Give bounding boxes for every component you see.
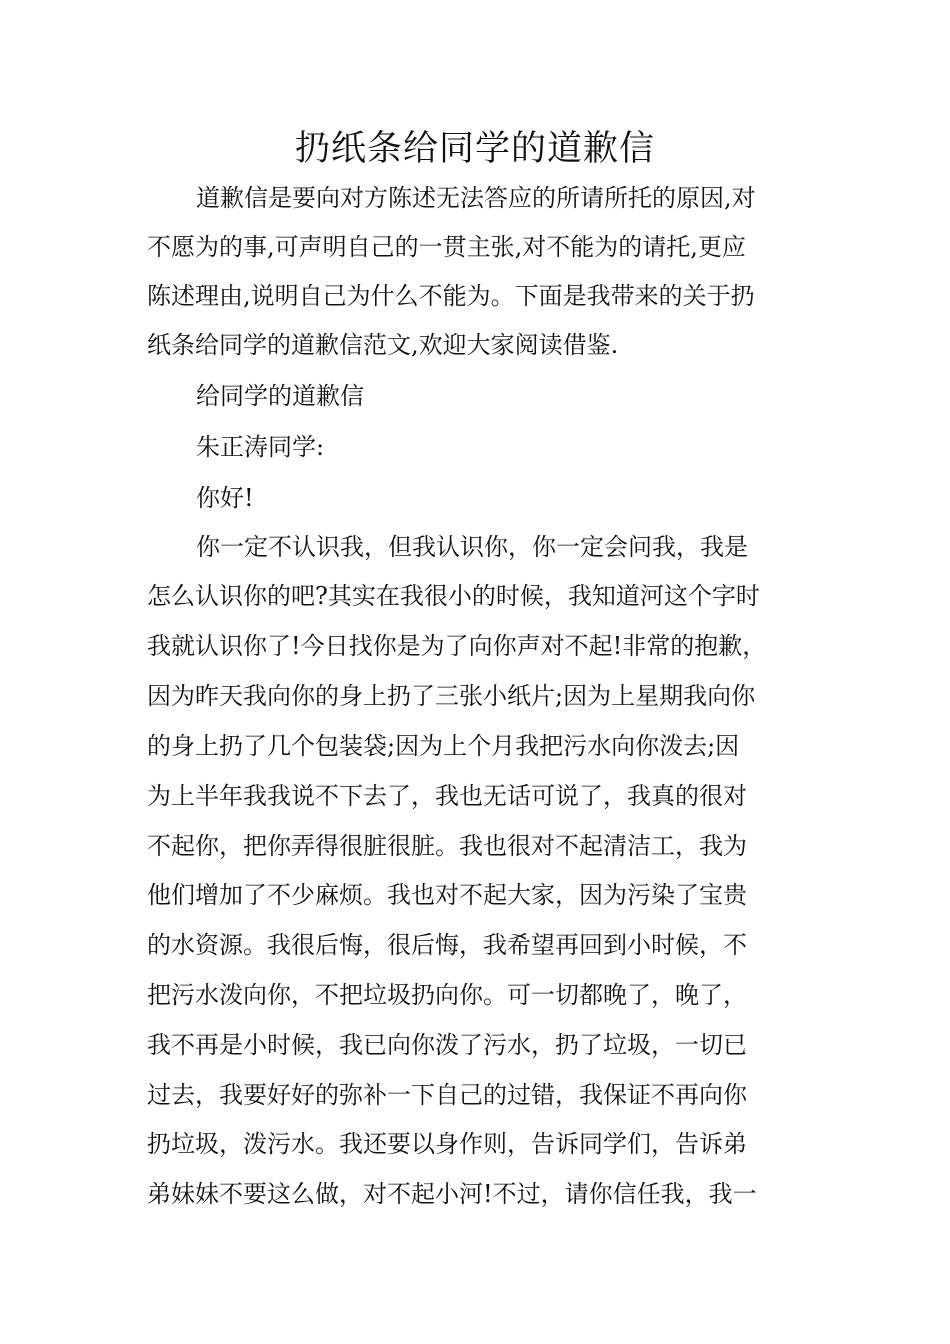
paragraph-line: 我就认识你了!今日找你是为了向你声对不起!非常的抱歉，	[147, 632, 767, 660]
paragraph-line: 我不再是小时候，我已向你泼了污水，扔了垃圾，一切已	[147, 1031, 747, 1059]
paragraph-line: 把污水泼向你，不把垃圾扔向你。可一切都晚了，晚了，	[147, 981, 747, 1009]
paragraph-line: 朱正涛同学:	[196, 433, 325, 461]
paragraph-line: 你一定不认识我，但我认识你，你一定会问我，我是	[196, 533, 748, 561]
paragraph-line: 你好!	[196, 484, 254, 512]
paragraph-line: 的水资源。我很后悔，很后悔，我希望再回到小时候，不	[147, 931, 747, 959]
paragraph-line: 给同学的道歉信	[196, 382, 364, 410]
paragraph-line: 弟妹妹不要这么做，对不起小河!不过，请你信任我，我一	[147, 1180, 757, 1208]
paragraph-line: 过去，我要好好的弥补一下自己的过错，我保证不再向你	[147, 1081, 747, 1109]
paragraph-line: 扔垃圾，泼污水。我还要以身作则，告诉同学们，告诉弟	[147, 1130, 747, 1158]
paragraph-line: 为上半年我我说不下去了，我也无话可说了，我真的很对	[147, 782, 747, 810]
document-title: 扔纸条给同学的道歉信	[294, 129, 655, 169]
paragraph-line: 不起你，把你弄得很脏很脏。我也很对不起清洁工，我为	[147, 832, 747, 860]
paragraph-line: 纸条给同学的道歉信范文,欢迎大家阅读借鉴.	[147, 331, 619, 359]
paragraph-line: 因为昨天我向你的身上扔了三张小纸片;因为上星期我向你	[147, 682, 756, 710]
paragraph-line: 不愿为的事,可声明自己的一贯主张,对不能为的请托,更应	[147, 233, 746, 261]
paragraph-line: 的身上扔了几个包装袋;因为上个月我把污水向你泼去;因	[147, 732, 740, 760]
paragraph-line: 陈述理由,说明自己为什么不能为。下面是我带来的关于扔	[147, 282, 755, 310]
paragraph-line: 道歉信是要向对方陈述无法答应的所请所托的原因,对	[196, 184, 756, 212]
paragraph-line: 怎么认识你的吧?其实在我很小的时候，我知道河这个字时	[147, 582, 760, 610]
paragraph-line: 他们增加了不少麻烦。我也对不起大家，因为污染了宝贵	[147, 881, 747, 909]
